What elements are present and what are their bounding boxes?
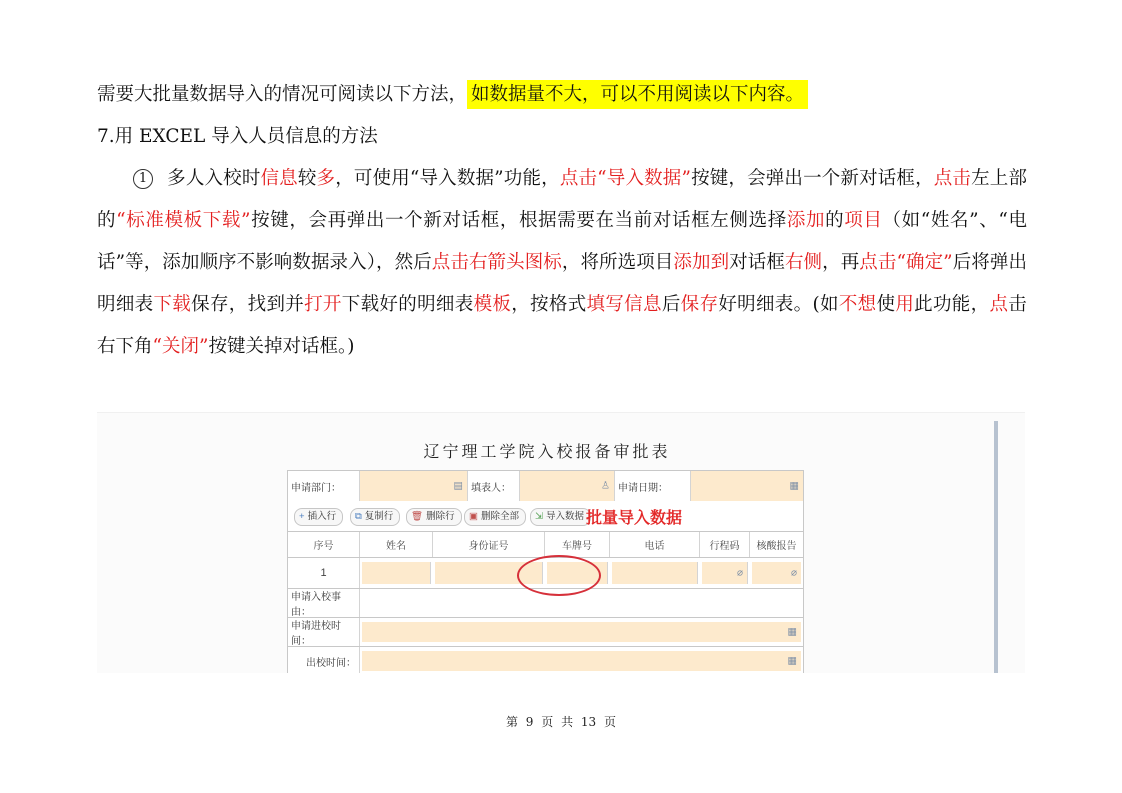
import-annotation: 批量导入数据: [586, 508, 683, 527]
enter-time-row: [287, 618, 804, 647]
red-emphasis-text: 添加到: [673, 252, 730, 273]
list-icon: ▤: [453, 480, 463, 492]
red-emphasis-text: 点击右箭头图标: [431, 252, 562, 273]
date-label: 申请日期：: [615, 471, 691, 501]
red-emphasis-text: 填写信息: [586, 294, 662, 315]
body-text: ，可使用“导入数据”功能，: [335, 168, 560, 189]
plus-icon: +: [299, 511, 305, 522]
red-emphasis-text: 多: [316, 168, 336, 189]
name-input[interactable]: [362, 562, 431, 584]
body-text: 按键关掉对话框。): [208, 336, 355, 357]
red-emphasis-text: 添加: [786, 210, 826, 231]
red-emphasis-text: 项目: [844, 210, 883, 231]
red-emphasis-text: 不想: [838, 294, 877, 315]
body-text: ，再: [822, 252, 860, 273]
exit-time-row: [287, 647, 804, 673]
highlight-circle: [517, 555, 601, 596]
body-text: 下载好的明细表: [341, 294, 474, 315]
red-emphasis-text: 保存: [680, 294, 719, 315]
copy-icon: ⧉: [355, 511, 362, 522]
body-text: 此功能，: [914, 294, 990, 315]
enter-time-label: 申请进校时间：: [288, 618, 360, 646]
col-test-report: 核酸报告: [756, 541, 797, 552]
col-trip-code: 行程码: [700, 532, 750, 557]
import-data-button[interactable]: ⇲ 导入数据: [530, 508, 591, 526]
reason-label: 申请入校事由：: [288, 589, 360, 617]
phone-input[interactable]: [612, 562, 698, 584]
red-emphasis-text: “标准模板下载”: [116, 210, 251, 231]
body-text: 后将弹出明细表: [97, 252, 1027, 315]
date-input[interactable]: [691, 471, 803, 501]
enter-time-input[interactable]: [362, 622, 801, 642]
body-text: 后: [661, 294, 681, 315]
body-text: 击右下角: [97, 294, 1027, 357]
paperclip-icon: ⌀: [790, 567, 797, 579]
red-emphasis-text: 点击“确定”: [859, 252, 953, 273]
body-text: ，将所选项目: [561, 252, 674, 273]
trip-code-upload[interactable]: [702, 562, 748, 584]
filler-label: 填表人：: [468, 471, 520, 501]
body-text: ，按格式: [511, 294, 587, 315]
delete-all-button[interactable]: ▣ 删除全部: [464, 508, 526, 526]
page-number: 9: [525, 715, 534, 729]
body-text: 保存，找到并: [191, 294, 305, 315]
body-text: （如“姓名”、“电话”等，添加顺序不影响数据录入），然后: [97, 210, 1027, 273]
form-screenshot: [97, 412, 1025, 673]
red-emphasis-text: 点击“导入数据”: [559, 168, 691, 189]
insert-row-button[interactable]: + 插入行: [294, 508, 343, 526]
red-emphasis-text: “关闭”: [152, 336, 209, 357]
body-text: 按键，会弹出一个新对话框，: [690, 168, 934, 189]
red-emphasis-text: 下载: [153, 294, 192, 315]
body-text: 多人入校时: [167, 168, 261, 189]
body-text: 较: [297, 168, 317, 189]
test-report-upload[interactable]: [752, 562, 801, 584]
calendar-icon: ▦: [787, 626, 797, 638]
col-number: 序号: [288, 532, 360, 557]
body-text: 按键，会再弹出一个新对话框，根据需要在当前对话框左侧选择: [250, 210, 787, 231]
body-text: 使: [876, 294, 896, 315]
red-emphasis-text: 用: [895, 294, 915, 315]
reason-input[interactable]: [360, 589, 803, 617]
red-emphasis-text: 打开: [304, 294, 342, 315]
body-text: 左上部的: [97, 168, 1027, 231]
calendar-icon: ▦: [787, 655, 797, 667]
toolbar-row: [287, 501, 804, 532]
row-number: 1: [288, 558, 360, 588]
delete-row-button[interactable]: 🗑 删除行: [406, 508, 462, 526]
delete-all-icon: ▣: [469, 511, 478, 522]
red-emphasis-text: 点: [989, 294, 1009, 315]
page-footer: 第 9 页 共 13 页: [505, 715, 617, 729]
form-title: 辽宁理工学院入校报备审批表: [423, 442, 671, 461]
body-text: 对话框: [729, 252, 785, 273]
red-emphasis-text: 点击: [933, 168, 972, 189]
dept-input[interactable]: [360, 471, 468, 501]
col-phone: 电话: [610, 532, 700, 557]
dept-label: 申请部门：: [288, 471, 360, 501]
paperclip-icon: ⌀: [736, 567, 743, 579]
calendar-icon: ▦: [789, 480, 799, 492]
filler-input[interactable]: [520, 471, 615, 501]
col-plate: 车牌号: [545, 532, 610, 557]
section-heading: 7.用 EXCEL 导入人员信息的方法: [97, 126, 378, 147]
col-id: 身份证号: [433, 532, 545, 557]
import-icon: ⇲: [535, 511, 543, 522]
intro-highlight: 如数据量不大，可以不用阅读以下内容。: [467, 80, 808, 109]
copy-row-button[interactable]: ⧉ 复制行: [350, 508, 400, 526]
red-emphasis-text: 模板: [473, 294, 512, 315]
form-header-row: [287, 470, 804, 502]
exit-time-input[interactable]: [362, 651, 801, 671]
col-name: 姓名: [360, 532, 433, 557]
circled-number: 1: [133, 169, 153, 189]
red-emphasis-text: 右侧: [784, 252, 823, 273]
exit-time-label: 出校时间：: [288, 647, 360, 673]
body-text: 的: [825, 210, 845, 231]
paragraph-instructions: [97, 158, 1027, 368]
body-text: 好明细表。(如: [718, 294, 839, 315]
paragraph-intro: [97, 74, 1027, 116]
intro-text: 需要大批量数据导入的情况可阅读以下方法，: [97, 84, 468, 105]
user-icon: ♙: [601, 480, 610, 492]
table-header-row: [287, 532, 804, 558]
total-pages: 13: [580, 715, 597, 729]
red-emphasis-text: 信息: [260, 168, 298, 189]
delete-icon: 🗑: [411, 511, 424, 522]
